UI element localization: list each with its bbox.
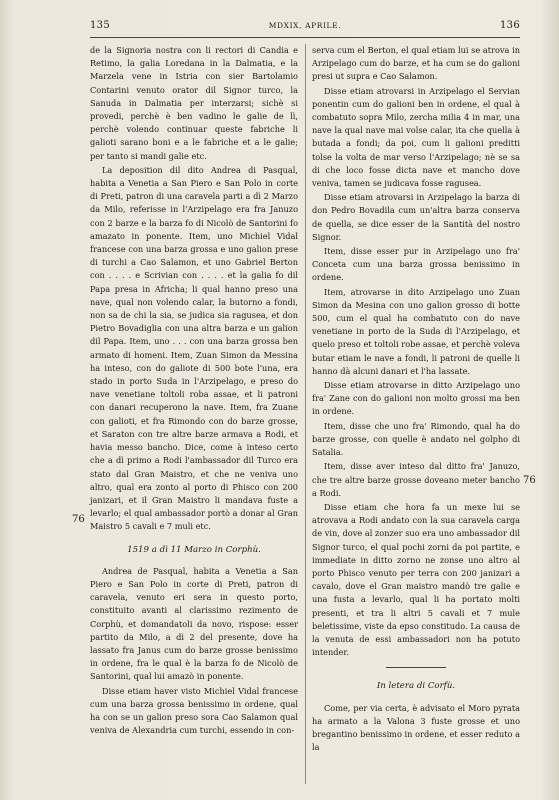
paragraph: La deposition dil dito Andrea di Pasqual, habita a Venetia a San Piero e San Polo in corte di Preti, patron di una caravela parti a dì 2 Marzo da Milo, referisse in l'Arzipelago era fra Januzo con 2 barze e la barza fo di Nicolò de Santorini fo amazato in ponente. Item, uno Michiel Vidal francese con una barza grossa e uno galion prese di turchi a Cao Salamon, et uno Gabriel Berton con . . . . e Scrivian con . . . . et la galia fo dil Papa presa in Africha; li qual hanno preso una nave, qual non volendo calar, la butorno a fondi, non sa de chi la sia, se judica sia ragusea, et don Pietro Bovadiglia con una altra barza e un galion dil Papa. Item, uno . . . con una barza grossa ben armato di homeni. Item, Zuan Simon da Messina ha inteso, con do galiote di 500 bote l'una, era stado in porto Suda in l'Arzipelago, e preso do nave venetiane toltoli roba assae, et li patroni con danari recuperono la nave. Item, fra Zuane con galioti, et fra Rimondo con do barze grosse, et Saraton con tre altre barze armava a Rodi, et havia messo bancho. Dice, come à inteso certo che a dì primo a Rodi l'ambassador dil Turco era stato dal Gran Maistro, et che ne veniva uno altro, qual era zonto al porto di Phisco con 200 janizari, et il Gran Maistro li mandava fuste a levarlo; el qual ambassador portò a donar al Gran Maistro 5 cavali e 7 muli etc. — [90, 164, 298, 532]
paragraph: de la Signoria nostra con li rectori di Candia e Retimo, la galia Loredana in la Dalmatia, e la Marzela vene in Istria con sier Bartolamio Contarini venuto orator dil Signor turco, la Sanuda in Dalmatia per interzarsi; sichè si provedi, perchè è ben vadino le galie de lì, perchè volendo continuar queste fabriche li galioti sarano boni e a le fabriche et a le galie; per tanto si mandi galie etc. — [90, 45, 298, 161]
page-number-left: 135 — [90, 20, 110, 31]
section-rule — [386, 667, 446, 668]
paragraph: Andrea de Pasqual, habita a Venetia a San Piero e San Polo in corte di Preti, patron di caravela, venuto eri sera in questo porto, constituito avanti al clarissimo rezimento de Corphù, et domandatoli da novo, rispose: esser partito da Milo, a dì 2 del presente, dove ha lassato fra Janus cum do barze grosse benissimo in ordene, fra le qual è la barza fo de Nicolò de Santorini, qual lui amazò in ponente. — [90, 565, 298, 682]
paragraph: Disse etiam atrovarsi in Arzipelago la barza di don Pedro Bovadila cum un'altra barza conserva de quella, se dice esser de la Santità del nostro Signor. — [312, 192, 520, 242]
paragraph: Item, atrovarse in dito Arzipelago uno Zuan Simon da Mesina con uno galion grosso di botte 500, cum el qual ha combatuto con do nave venetiane in porto de la Suda di l'Arzipelago, et quelo preso et toltoli robe assae, et perchè voleva butar etiam le nave a fondi, li patroni de quelle li hanno dà alcuni danari et l'ha lassate. — [312, 286, 520, 376]
page-number-right: 136 — [500, 20, 520, 31]
header-rule — [90, 37, 520, 38]
paragraph: Disse etiam haver visto Michiel Vidal francese cum una barza grossa benissimo in ordene, qual ha con se un galion preso sora Cao Salamon qual veniva de Alexandria cum turchi, essendo in con- — [90, 685, 298, 736]
paragraph: Item, disse esser pur in Arzipelago uno fra' Conceta cum una barza grossa benissimo in ordene. — [312, 246, 520, 283]
paragraph: Disse etiam atrovarse in ditto Arzipelago uno fra' Zane con do galioni non molto grossi ma ben in ordene. — [312, 380, 520, 417]
margin-number-right: 76 — [523, 475, 536, 486]
paragraph: Disse etiam che hora fa un mexe lui se atrovava a Rodi andato con la sua caravela carga de vin, dove al zonzer suo era uno ambassador dil Signor turco, el qual pochi zorni da poi partite, e immediate in ditto zorno ne zonse uno altro al porto Phisco venuto per terra con 200 janizari a cavalo, dove el Gran maistro mandò tre galie e una fusta a levarlo, qual li ha portato molti presenti, et tra li altri 5 cavali et 7 mule beletissime, viste da epso constitudo. La causa de la venuta de essi ambassadori non ha potuto intender. — [312, 501, 520, 658]
paragraph: Item, disse che uno fra' Rimondo, qual ha do barze grosse, con quelle è andato nel golpho di Satalia. — [312, 420, 520, 458]
paragraph: Item, disse aver inteso dal ditto fra' Januzo, che tre altre barze grosse doveano meter bancho a Rodi. — [312, 461, 520, 498]
left-column — [90, 44, 298, 738]
paragraph: serva cum el Berton, el qual etiam lui se atrova in Arzipelago cum do barze, et ha cum se do galioni presi ut supra e Cao Salamon. — [312, 45, 520, 82]
margin-number-left: 76 — [72, 514, 85, 525]
dateline: 1519 a dì 11 Marzo in Corphù. — [127, 544, 261, 555]
right-column — [312, 44, 520, 755]
running-header — [90, 20, 520, 34]
paragraph: Come, per via certa, è advisato el Moro pyrata ha armato a la Valona 3 fuste grosse et uno bregantino benissimo in ordene, et esser reduto a la — [312, 702, 520, 753]
running-title: MDXIX, APRILE. — [268, 21, 342, 30]
paragraph: Disse etiam atrovarsi in Arzipelago el Servian ponentin cum do galioni ben in ordene, el qual à combatuto sopra Milo, zercha milia 4 in mar, una nave la qual nave mai volse calar, ita che quella à butada a fondi; da poi, cum li galioni preditti tolse la volta de mar verso l'Arzipelago; nè se sa di che loco fosse dicta nave et mancho dove veniva, tamen se judicava fosse ragusea. — [312, 85, 520, 189]
column-divider — [305, 44, 306, 784]
section-heading: In letera di Corfù. — [376, 681, 456, 692]
